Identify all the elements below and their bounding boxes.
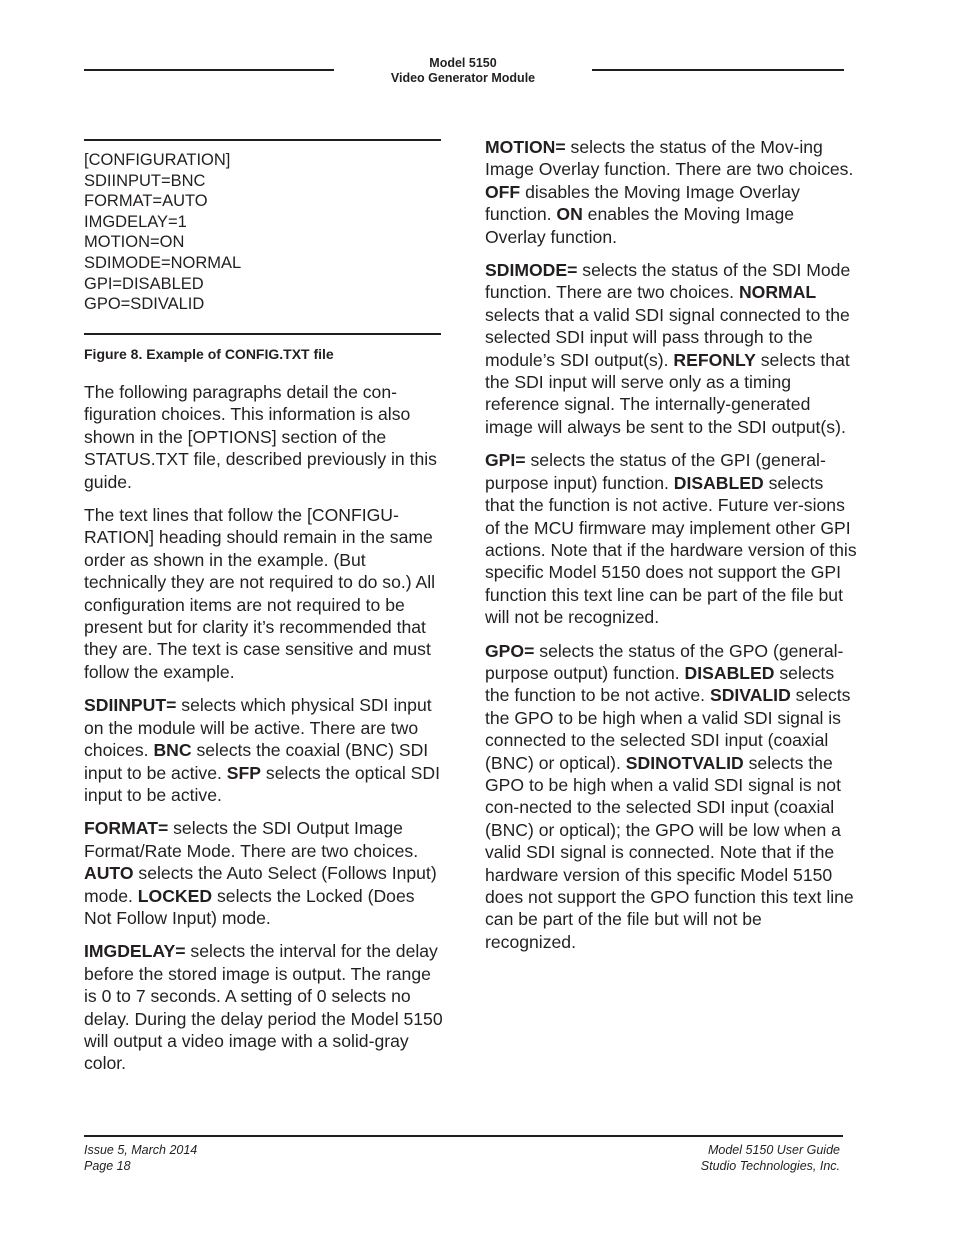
footer-left	[84, 1143, 197, 1174]
footer-guide-title: Model 5150 User Guide	[707, 1143, 840, 1157]
header-rule-left	[84, 69, 334, 71]
figure-bottom-rule	[84, 333, 441, 335]
motion-paragraph: MOTION= selects the status of the Mov-ing Image Overlay function. There are two choices. OFF disables the Moving Image Overlay function. ON enables the Moving Image Overlay function.	[485, 137, 854, 247]
config-line: SDIMODE=NORMAL	[84, 253, 242, 272]
config-line: SDIINPUT=BNC	[84, 171, 206, 190]
left-column	[84, 381, 446, 1086]
footer-right	[701, 1143, 840, 1174]
sdiinput-paragraph: SDIINPUT= selects which physical SDI input on the module will be active. There are two choices. BNC selects the coaxial (BNC) SDI input to be active. SFP selects the optical SDI input to be active.	[84, 695, 440, 805]
format-paragraph: FORMAT= selects the SDI Output Image Format/Rate Mode. There are two choices. AUTO selects the Auto Select (Follows Input) mode. LOCKED selects the Locked (Does Not Follow Input) mode.	[84, 818, 437, 928]
intro-paragraph: The following paragraphs detail the con-figuration choices. This information is also shown in the [OPTIONS] section of the STATUS.TXT file, described previously in this guide.	[84, 382, 437, 492]
config-line: IMGDELAY=1	[84, 212, 187, 231]
config-example	[84, 150, 241, 315]
gpi-paragraph: GPI= selects the status of the GPI (general-purpose input) function. DISABLED selects that the function is not active. Future ver-sions of the MCU firmware may implement other GPI actions. Note that if the hardware version of this specific Model 5150 does not support the GPI function this text line can be part of the file but will not be recognized.	[485, 450, 857, 628]
config-line: MOTION=ON	[84, 233, 185, 252]
figure-top-rule	[84, 139, 441, 141]
page-header	[334, 56, 592, 86]
config-line: [CONFIGURATION]	[84, 151, 231, 169]
figure-caption: Figure 8. Example of CONFIG.TXT file	[84, 346, 334, 362]
footer-page-number: Page 18	[84, 1158, 131, 1173]
config-line: GPO=SDIVALID	[84, 295, 205, 314]
config-line: GPI=DISABLED	[84, 274, 204, 293]
config-line: FORMAT=AUTO	[84, 192, 208, 211]
order-paragraph: The text lines that follow the [CONFIGU-RATION] heading should remain in the same order as shown in the example. (But technically they are not required to do so.) All configuration items are not required to be present but for clarity it’s recommended that they are. The text is case sensitive and must follow the example.	[84, 505, 436, 682]
footer-rule	[84, 1135, 843, 1137]
footer-company: Studio Technologies, Inc.	[700, 1158, 840, 1173]
right-column	[485, 136, 857, 964]
header-product: Video Generator Module	[390, 71, 536, 85]
header-rule-right	[592, 69, 844, 71]
footer-issue: Issue 5, March 2014	[84, 1143, 198, 1157]
gpo-paragraph: GPO= selects the status of the GPO (general-purpose output) function. DISABLED selects the function to be not active. SDIVALID selects the GPO to be high when a valid SDI signal is connected to the selected SDI input (coaxial (BNC) or optical). SDINOTVALID selects the GPO to be high when a valid SDI signal is not con-nected to the selected SDI input (coaxial (BNC) or optical); the GPO will be low when a valid SDI signal is connected. Note that if the hardware version of this specific Model 5150 does not support the GPO function this text line can be part of the file but will not be recognized.	[485, 640, 854, 952]
sdimode-paragraph: SDIMODE= selects the status of the SDI Mode function. There are two choices. NORMAL selects that a valid SDI signal connected to the selected SDI input will pass through to the module’s SDI output(s). REFONLY selects that the SDI input will serve only as a timing reference signal. The internally-generated image will always be sent to the SDI output(s).	[485, 260, 851, 437]
header-model: Model 5150	[429, 56, 497, 70]
imgdelay-paragraph: IMGDELAY= selects the interval for the delay before the stored image is output. The range is 0 to 7 seconds. A setting of 0 selects no delay. During the delay period the Model 5150 will output a video image with a solid-gray color.	[84, 941, 443, 1074]
